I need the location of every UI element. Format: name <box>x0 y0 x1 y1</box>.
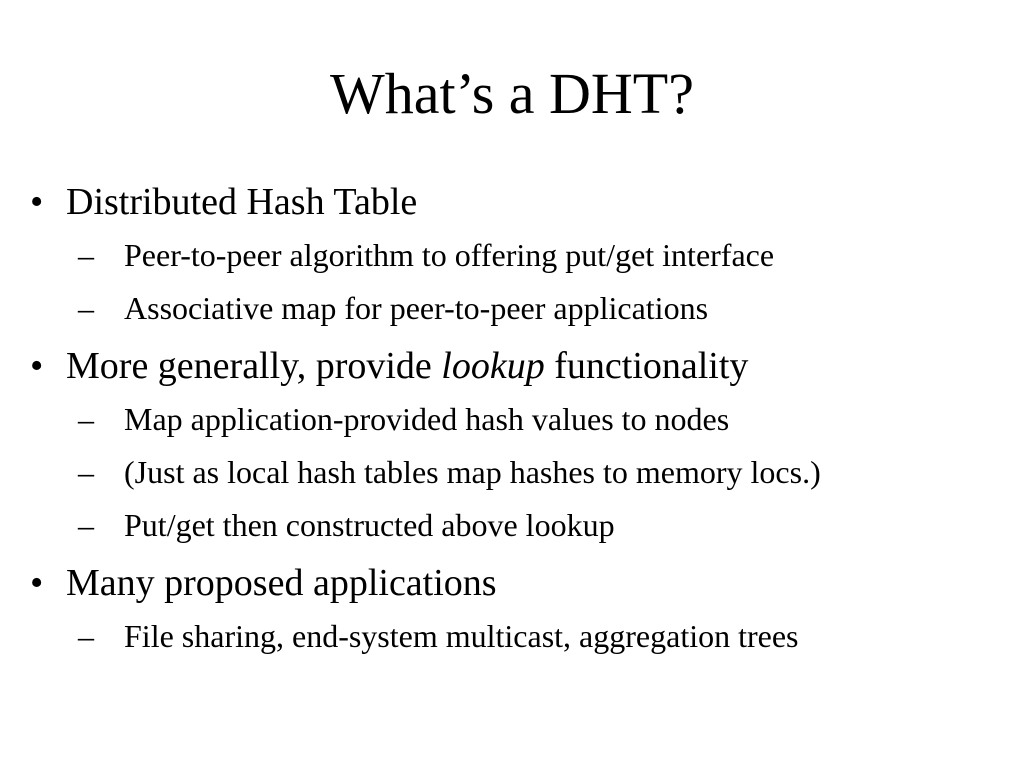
sub-bullet-marker: – <box>78 507 94 543</box>
sub-bullet-marker: – <box>78 237 94 273</box>
bullet-item-lookup <box>30 339 1010 552</box>
sub-bullet-item <box>78 446 1010 499</box>
sub-bullet-item <box>78 282 1010 335</box>
bullet-item-dht <box>30 175 1010 335</box>
bullet-marker: • <box>30 181 44 223</box>
bullet-text-emphasis: lookup <box>441 345 545 387</box>
bullet-text-after: functionality <box>544 345 749 387</box>
sub-bullet-marker: – <box>78 618 94 654</box>
sub-bullet-item <box>78 393 1010 446</box>
sub-bullet-marker: – <box>78 401 94 437</box>
sub-bullet-text: Put/get then constructed above lookup <box>124 507 615 543</box>
bullet-marker: • <box>30 345 44 387</box>
bullet-marker: • <box>30 562 44 604</box>
sub-bullet-item <box>78 499 1010 552</box>
sub-bullet-text: File sharing, end-system multicast, aggregation trees <box>124 618 799 654</box>
sub-bullet-item <box>78 229 1010 282</box>
bullet-text: Many proposed applications <box>66 562 497 604</box>
sub-bullet-item <box>78 610 1010 663</box>
slide-title: What’s a DHT? <box>330 61 694 126</box>
bullet-list <box>30 175 1010 667</box>
sub-bullet-marker: – <box>78 290 94 326</box>
sub-bullet-list <box>66 229 1010 335</box>
sub-bullet-list <box>66 393 1010 552</box>
bullet-text-before: More generally, provide <box>66 345 442 387</box>
sub-bullet-text: Peer-to-peer algorithm to offering put/get interface <box>124 237 775 273</box>
bullet-text: Distributed Hash Table <box>66 181 418 223</box>
bullet-item-applications <box>30 556 1010 663</box>
sub-bullet-text: Map application-provided hash values to nodes <box>124 401 730 437</box>
sub-bullet-text: Associative map for peer-to-peer applications <box>124 290 709 326</box>
sub-bullet-marker: – <box>78 454 94 490</box>
sub-bullet-text: (Just as local hash tables map hashes to memory locs.) <box>124 454 821 490</box>
sub-bullet-list <box>66 610 1010 663</box>
